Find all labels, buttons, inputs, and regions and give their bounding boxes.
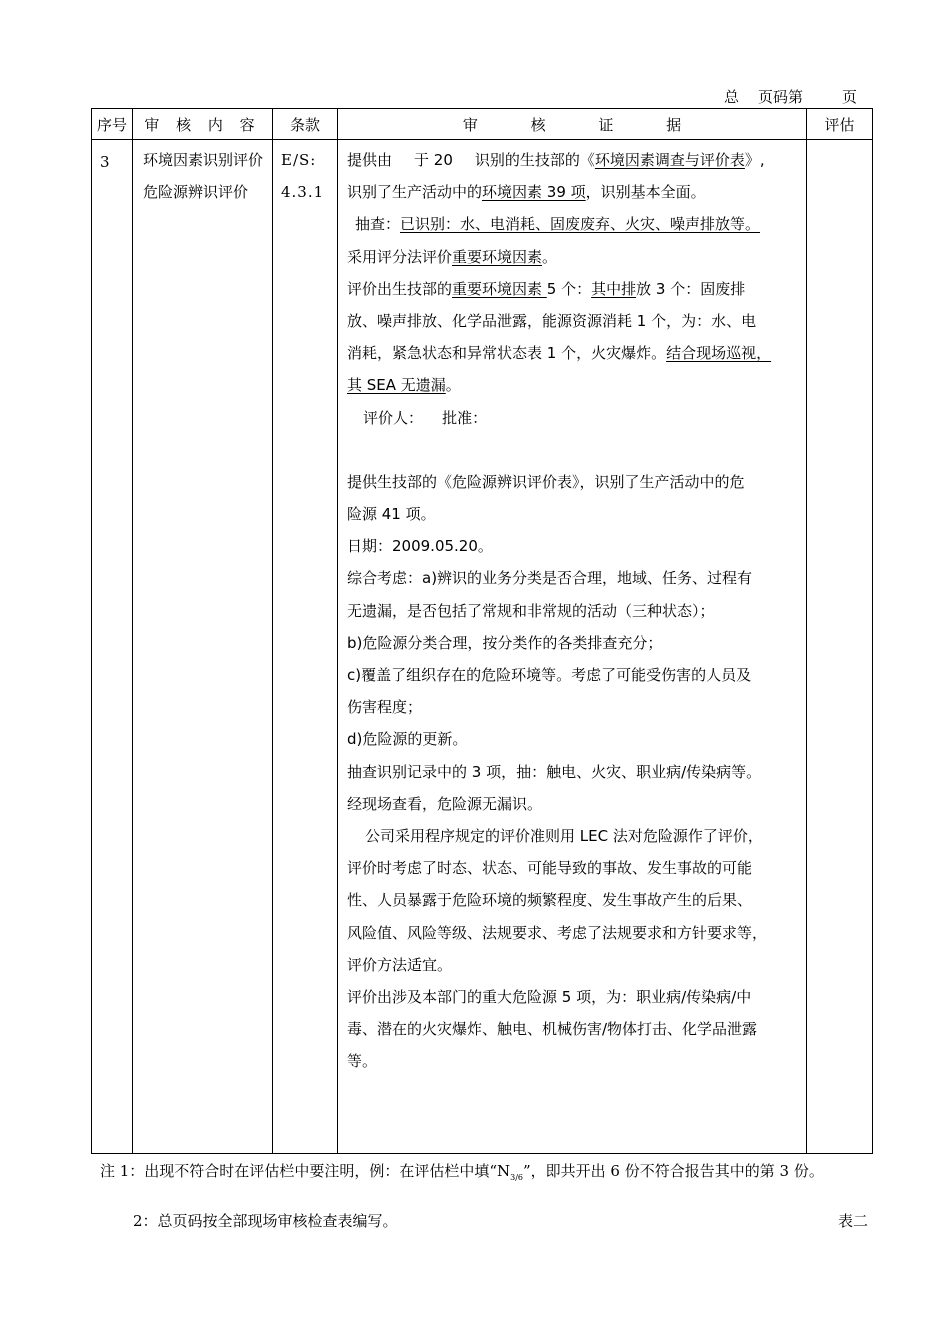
blank-line (347, 434, 802, 466)
evidence-span: 于 20 (414, 151, 453, 169)
evidence-underlined: 重要环境因素 (452, 279, 547, 298)
header-page: 页 (842, 88, 858, 106)
evidence-underlined: 环境因素调查与评价表 (594, 151, 745, 169)
evidence-line (347, 337, 802, 369)
evidence-span: 识别的生技部的《 (474, 151, 595, 169)
table-row (92, 140, 873, 1154)
evidence-line: 抽查识别记录中的 3 项，抽：触电、火灾、职业病/传染病等。 (347, 762, 762, 781)
content-item: 环境因素识别评价 (143, 151, 264, 169)
evidence-underlined: 环境因素 39 项 (482, 183, 586, 202)
evidence-line: d)危险源的更新。 (347, 730, 468, 749)
evidence-line (347, 208, 802, 240)
evidence-line: 险源 41 项。 (347, 505, 436, 524)
evidence-line: 评价方法适宜。 (347, 955, 453, 974)
evidence-underlined: 重要环境因素 (452, 247, 543, 266)
cell-content (133, 140, 273, 1154)
evidence-line: 毒、潜在的火灾爆炸、触电、机械伤害/物体打击、化学品泄露 (347, 1020, 758, 1039)
evidence-underlined: 已识别：水、电消耗、固废废弃、火灾、噪声排放等。 (400, 215, 761, 234)
column-header-evaluation: 评估 (807, 109, 873, 140)
evidence-span: 放 3 个：固废排 (636, 279, 746, 298)
evidence-line: 风险值、风险等级、法规要求、考虑了法规要求和方针要求等， (347, 923, 768, 942)
evidence-line: 综合考虑：a)辨识的业务分类是否合理，地域、任务、过程有 (347, 569, 753, 588)
evidence-line: 无遗漏，是否包括了常规和非常规的活动（三种状态）； (347, 601, 715, 620)
column-header-content: 审 核 内 容 (133, 109, 273, 140)
form-number: 表二 (838, 1212, 869, 1230)
content-item: 危险源辨识评价 (143, 183, 249, 201)
evidence-line (347, 176, 802, 208)
table-header-row (92, 109, 873, 140)
evidence-line: 性、人员暴露于危险环境的频繁程度、发生事故产生的后果、 (347, 891, 753, 910)
evidence-line: 伤害程度； (347, 698, 423, 717)
evidence-line (347, 144, 802, 176)
column-header-evidence: 审 核 证 据 (338, 109, 807, 140)
audit-checklist-table (91, 108, 873, 1154)
evidence-span: 。 (445, 376, 461, 395)
evaluator-approver-line: 评价人： 批准： (363, 408, 488, 427)
evidence-line: 评价出涉及本部门的重大危险源 5 项，为：职业病/传染病/中 (347, 988, 752, 1007)
evidence-line: 评价时考虑了时态、状态、可能导致的事故、发生事故的可能 (347, 859, 753, 878)
evidence-span: 》, (744, 151, 765, 169)
cell-evidence (338, 140, 807, 1154)
header-page-no: 页码第 (758, 88, 804, 106)
column-header-clause: 条款 (273, 109, 338, 140)
cell-seq: 3 (92, 140, 133, 1154)
evidence-line: 公司采用程序规定的评价准则用 LEC 法对危险源作了评价， (365, 827, 763, 846)
note-1 (100, 1160, 875, 1189)
evidence-span: 5 个： (546, 279, 592, 298)
note-1-subscript: 3/6 (510, 1173, 523, 1182)
evidence-line: b)危险源分类合理，按分类作的各类排查充分； (347, 633, 663, 652)
evidence-line (347, 369, 802, 401)
cell-clause (273, 140, 338, 1154)
evidence-span: 采用评分法评价 (347, 247, 453, 266)
note-1-text: 注 1：出现不符合时在评估栏中要注明，例：在评估栏中填“N (100, 1162, 511, 1180)
clause-line: 4.3.1 (281, 183, 325, 201)
evidence-line: c)覆盖了组织存在的危险环境等。考虑了可能受伤害的人员及 (347, 666, 752, 685)
note-1-text: ”，即共开出 6 份不符合报告其中的第 3 份。 (522, 1162, 824, 1180)
note-2: 2：总页码按全部现场审核检查表编写。 (133, 1212, 398, 1230)
evidence-line: 提供生技部的《危险源辨识评价表》，识别了生产活动中的危 (347, 472, 745, 491)
page-header (0, 86, 950, 108)
evidence-span: 消耗，紧急状态和异常状态表 1 个，火灾爆炸。 (347, 344, 667, 363)
evidence-line (347, 241, 802, 273)
evidence-underlined: 其中排 (591, 279, 637, 298)
evidence-span: 提供由 (347, 151, 393, 169)
cell-evaluation (807, 140, 873, 1154)
clause-line: E/S: (281, 151, 317, 169)
evidence-line: 经现场查看，危险源无漏识。 (347, 794, 543, 813)
evidence-line: 日期：2009.05.20。 (347, 537, 493, 556)
evidence-span: ，识别基本全面。 (585, 183, 706, 202)
evidence-line (347, 273, 802, 305)
column-header-seq: 序号 (92, 109, 133, 140)
evidence-line: 等。 (347, 1052, 378, 1071)
evidence-text (347, 144, 802, 1078)
evidence-span: 抽查： (355, 215, 401, 234)
evidence-span: 评价出生技部的 (347, 279, 453, 298)
header-total: 总 (724, 88, 740, 106)
evidence-span: 。 (542, 247, 558, 266)
evidence-span: 识别了生产活动中的 (347, 183, 483, 202)
evidence-underlined: 结合现场巡视， (666, 344, 772, 363)
footnotes (100, 1160, 875, 1189)
evidence-underlined: 其 SEA 无遗漏 (347, 376, 446, 395)
evidence-line: 放、噪声排放、化学品泄露，能源资源消耗 1 个，为：水、电 (347, 312, 757, 331)
